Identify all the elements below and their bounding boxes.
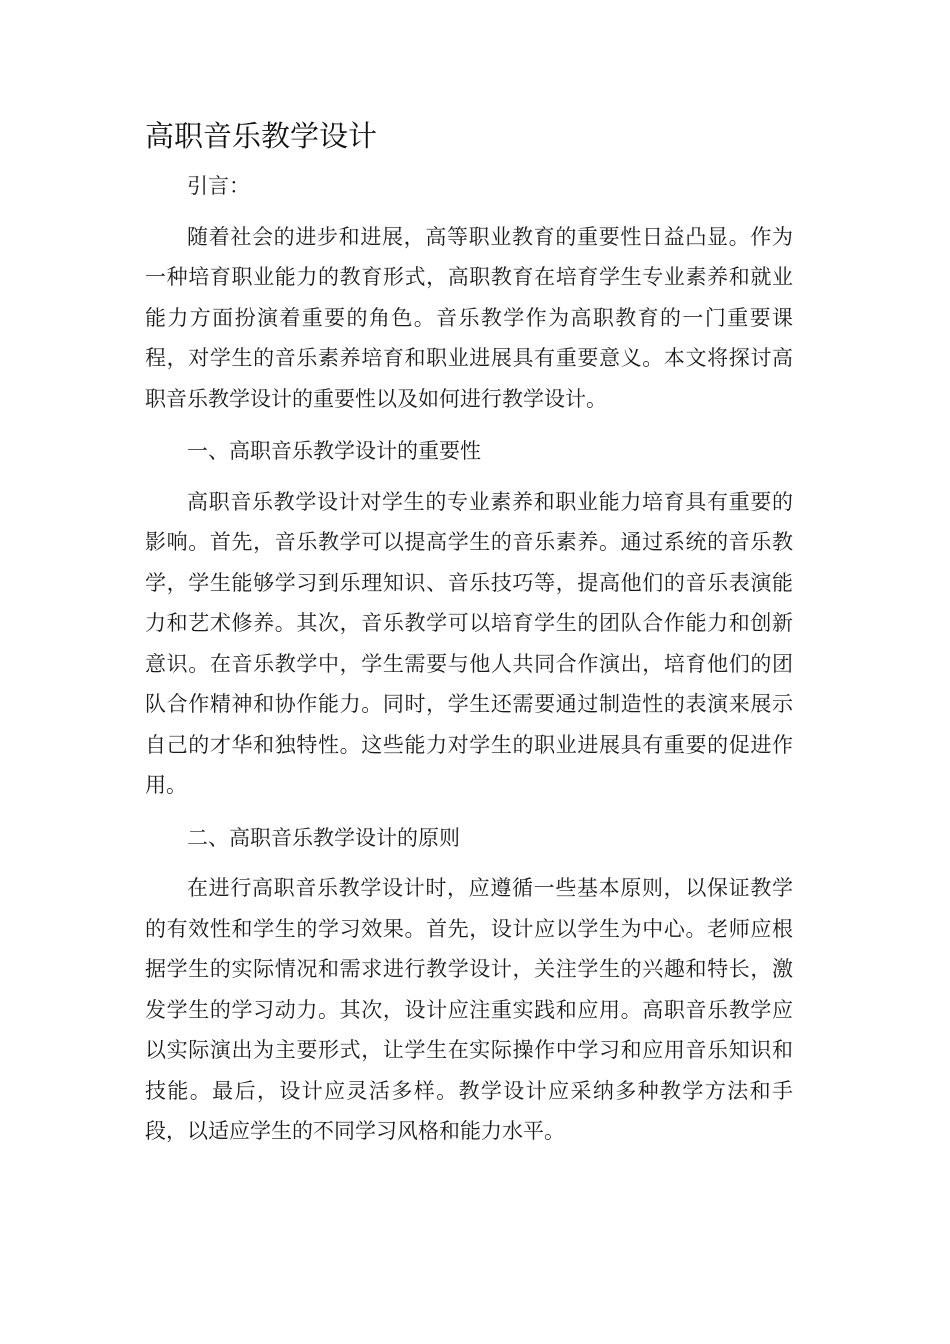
document-body [145, 166, 793, 1152]
intro-label: 引言： [187, 174, 250, 198]
principles-paragraph: 在进行高职音乐教学设计时，应遵循一些基本原则，以保证教学的有效性和学生的学习效果。首先，设计应以学生为中心。老师应根据学生的实际情况和需求进行教学设计，关注学生的兴趣和特长，激发学生的学习动力。其次，设计应注重实践和应用。高职音乐教学应以实际演出为主要形式，让学生在实际操作中学习和应用音乐知识和技能。最后，设计应灵活多样。教学设计应采纳多种教学方法和手段，以适应学生的不同学习风格和能力水平。 [145, 876, 793, 1143]
section-heading-importance: 一、高职音乐教学设计的重要性 [187, 439, 481, 463]
importance-paragraph: 高职音乐教学设计对学生的专业素养和职业能力培育具有重要的影响。首先，音乐教学可以提高学生的音乐素养。通过系统的音乐教学，学生能够学习到乐理知识、音乐技巧等，提高他们的音乐表演能力和艺术修养。其次，音乐教学可以培育学生的团队合作能力和创新意识。在音乐教学中，学生需要与他人共同合作演出，培育他们的团队合作精神和协作能力。同时，学生还需要通过制造性的表演来展示自己的才华和独特性。这些能力对学生的职业进展具有重要的促进作用。 [145, 489, 793, 797]
section-heading-principles: 二、高职音乐教学设计的原则 [187, 825, 460, 850]
document-title: 高职音乐教学设计 [145, 119, 378, 153]
intro-paragraph: 随着社会的进步和进展，高等职业教育的重要性日益凸显。作为一种培育职业能力的教育形式，高职教育在培育学生专业素养和就业能力方面扮演着重要的角色。音乐教学作为高职教育的一门重要课程，对学生的音乐素养培育和职业进展具有重要意义。本文将探讨高职音乐教学设计的重要性以及如何进行教学设计。 [145, 224, 793, 411]
